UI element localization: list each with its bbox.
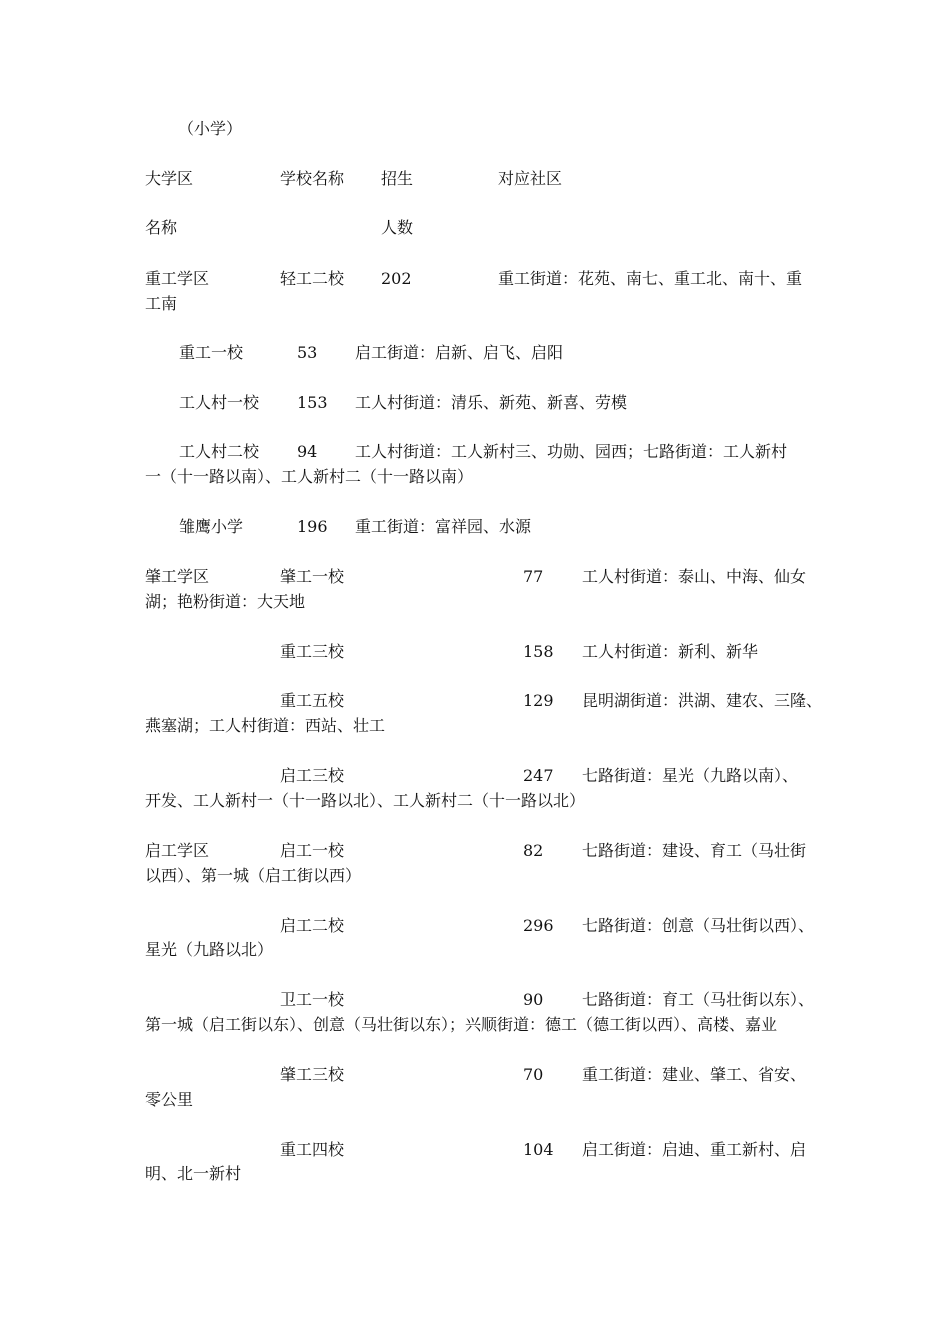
row-school: 重工五校 <box>280 691 345 710</box>
row-school: 轻工二校 <box>280 269 345 288</box>
row-community: 启工街道：启新、启飞、启阳 <box>355 343 564 362</box>
header-enroll: 招生 <box>381 169 414 188</box>
row-school: 工人村一校 <box>179 393 260 412</box>
row-enroll: 153 <box>297 393 328 412</box>
row-community: 重工街道：建业、肇工、省安、 <box>582 1065 807 1084</box>
row-community-cont: 一（十一路以南）、工人新村二（十一路以南） <box>145 467 474 486</box>
row-community: 昆明湖街道：洪湖、建农、三隆、 <box>582 691 823 710</box>
row-enroll: 247 <box>523 766 554 785</box>
row-enroll: 104 <box>523 1140 554 1159</box>
header-district: 大学区 <box>145 169 194 188</box>
row-community: 工人村街道：清乐、新苑、新喜、劳模 <box>355 393 628 412</box>
row-community-cont: 第一城（启工街以东）、创意（马壮街以东）；兴顺街道：德工（德工街以西）、高楼、嘉业 <box>145 1015 778 1034</box>
row-enroll: 82 <box>523 841 544 860</box>
header-enroll-cont: 人数 <box>381 218 414 237</box>
row-community-cont: 星光（九路以北） <box>145 940 274 959</box>
header-district-cont: 名称 <box>145 218 178 237</box>
row-school: 重工一校 <box>179 343 244 362</box>
row-school: 肇工一校 <box>280 567 345 586</box>
row-enroll: 94 <box>297 442 318 461</box>
row-enroll: 158 <box>523 642 554 661</box>
row-school: 雏鹰小学 <box>179 517 244 536</box>
row-community: 重工街道：富祥园、水源 <box>355 517 532 536</box>
row-community: 七路街道：创意（马壮街以西）、 <box>582 916 815 935</box>
row-community: 重工街道：花苑、南七、重工北、南十、重 <box>498 269 803 288</box>
header-community: 对应社区 <box>498 169 563 188</box>
row-community-cont: 开发、工人新村一（十一路以北）、工人新村二（十一路以北） <box>145 791 586 810</box>
row-community-cont: 明、北一新村 <box>145 1164 242 1183</box>
row-community: 启工街道：启迪、重工新村、启 <box>582 1140 807 1159</box>
row-enroll: 53 <box>297 343 318 362</box>
row-district: 启工学区 <box>145 841 210 860</box>
row-community-cont: 湖；艳粉街道：大天地 <box>145 592 306 611</box>
row-enroll: 129 <box>523 691 554 710</box>
row-school: 启工三校 <box>280 766 345 785</box>
row-community-cont: 燕塞湖；工人村街道：西站、壮工 <box>145 716 386 735</box>
row-enroll: 202 <box>381 269 412 288</box>
section-heading: （小学） <box>178 119 243 138</box>
row-school: 重工三校 <box>280 642 345 661</box>
row-district: 肇工学区 <box>145 567 210 586</box>
row-community: 七路街道：建设、育工（马壮街 <box>582 841 807 860</box>
row-school: 肇工三校 <box>280 1065 345 1084</box>
row-school: 工人村二校 <box>179 442 260 461</box>
header-school: 学校名称 <box>280 169 345 188</box>
row-community: 工人村街道：工人新村三、功勋、园西；七路街道：工人新村 <box>355 442 788 461</box>
row-community-cont: 工南 <box>145 294 178 313</box>
row-enroll: 296 <box>523 916 554 935</box>
row-community-cont: 以西）、第一城（启工街以西） <box>145 866 362 885</box>
row-district: 重工学区 <box>145 269 210 288</box>
row-school: 重工四校 <box>280 1140 345 1159</box>
row-community: 七路街道：育工（马壮街以东）、 <box>582 990 815 1009</box>
row-enroll: 90 <box>523 990 544 1009</box>
row-community-cont: 零公里 <box>145 1090 194 1109</box>
row-community: 工人村街道：新利、新华 <box>582 642 759 661</box>
row-community: 工人村街道：泰山、中海、仙女 <box>582 567 807 586</box>
row-school: 启工一校 <box>280 841 345 860</box>
row-enroll: 196 <box>297 517 328 536</box>
row-enroll: 70 <box>523 1065 544 1084</box>
row-community: 七路街道：星光（九路以南）、 <box>582 766 799 785</box>
row-school: 启工二校 <box>280 916 345 935</box>
row-enroll: 77 <box>523 567 544 586</box>
row-school: 卫工一校 <box>280 990 345 1009</box>
